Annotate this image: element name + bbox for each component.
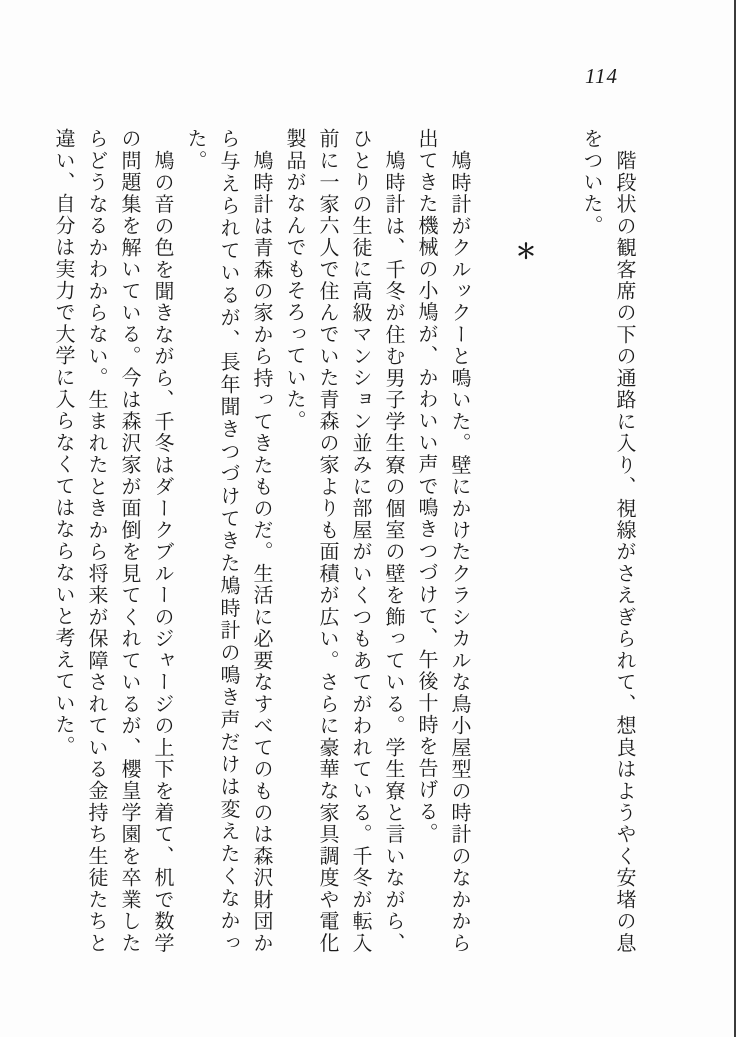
paragraph-dormitory-room: 鳩時計は、千冬が住む男子学生寮の個室の壁を飾っている。学生寮と言いながら、ひとりの生徒に高級マンション並みに部屋がいくつもあてがわれている。千冬が転入前に一家六人で住んでいた青森の家よりも面積が広い。さらに豪華な家具調度や電化製品がなんでもそろっていた。 [283, 128, 404, 954]
vertical-text-block [52, 128, 640, 954]
paragraph-stairs-aisle: 階段状の観客席の下の通路に入り、視線がさえぎられて、想良はようやく安堵の息をついた。 [580, 128, 635, 954]
paragraph-clock-from-aomori: 鳩時計は青森の家から持ってきたものだ。生活に必要なすべてのものは森沢財団から与えられているが、長年聞きつづけてきた鳩時計の鳴き声だけは変えたくなかった。 [184, 128, 272, 954]
section-break-asterisk: ＊ [513, 240, 537, 261]
page-number: 114 [585, 64, 618, 88]
paragraph-cuckoo-clock-chimes: 鳩時計がクルックーと鳴いた。壁にかけたクラシカルな鳥小屋型の時計のなかから出てきた機械の小鳩が、かわいい声で鳴きつづけて、午後十時を告げる。 [415, 128, 470, 954]
paragraph-studying-math: 鳩の音の色を聞きながら、千冬はダークブルーのジャージの上下を着て、机で数学の問題集を解いている。今は森沢家が面倒を見てくれているが、櫻皇学園を卒業したらどうなるかわからない。生まれたときから将来が保障されている金持ち生徒たちと違い、自分は実力で大学に入らなくてはならないと考えていた。 [52, 128, 173, 954]
